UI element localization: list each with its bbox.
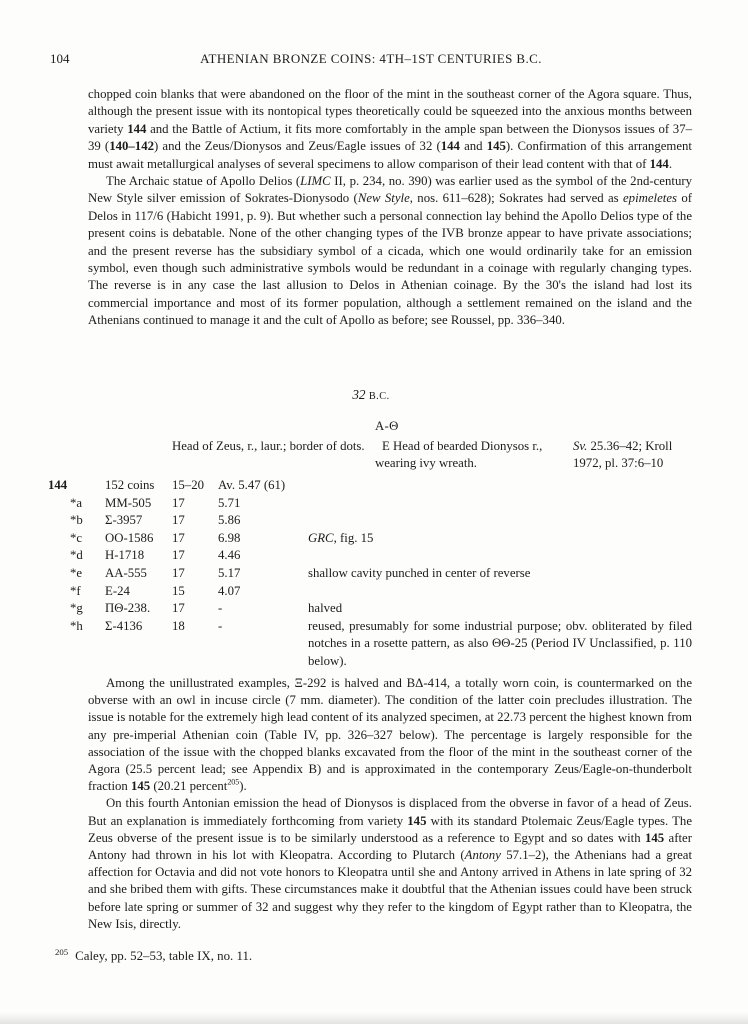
specimen-inventory: H-1718 [105, 548, 145, 563]
specimen-inventory: ΠΘ-238. [105, 601, 151, 616]
specimen-diameter: 17 [172, 530, 185, 545]
catalog-number [48, 512, 70, 530]
catalog-number: 144 [48, 478, 68, 492]
specimen-diameter: 17 [172, 513, 185, 528]
page-number: 104 [50, 51, 70, 66]
section-year: 32 [352, 387, 366, 402]
paragraph-unillustrated: Among the unillustrated examples, Ξ-292 is halved and ΒΔ-414, a totally worn coin, is countermarked on the obverse with an owl in incuse circle (7 mm. diameter). The condition of the latter coin precludes illustration. The issue is notable for the extremely high lead content of its analyzed specimen, at 22.73 percent the highest known from any pre-imperial Athenian coin (Table IV, pp. 326–327 below). The percentage is largely responsible for the association of the issue with the chopped blanks excavated from the floor of the mint in the southeast corner of the Agora (25.5 percent lead; see Appendix B) and is approximated in the contemporary Zeus/Eagle-on-thunderbolt fraction 145 (20.21 percent$^{205}$). [88, 676, 692, 794]
catalog-specimen-row [48, 530, 692, 548]
specimen-note [308, 495, 692, 513]
specimen-diameter: 18 [172, 618, 185, 633]
paragraph-antonian: On this fourth Antonian emission the head of Dionysos is displaced from the obverse in favor of a head of Zeus. But an explanation is immediately forthcoming from variety 145 with its standard Ptolemaic Zeus/Eagle types. The Zeus obverse of the present issue is to be similarly understood as a reference to Egypt and so dates with 145 after Antony had thrown in his lot with Kleopatra. According to Plutarch (Antony 57.1–2), the Athenians had a great affection for Octavia and did not vote honors to Kleopatra until she and Antony arrived in Athens in late spring of 32 and she bribed them with gifts. These circumstances make it doubtful that the Athenian issues could have been struck before late spring or summer of 32 and suggest why they refer to the kingdom of Egypt rather than to Kleopatra, the New Isis, directly. [88, 796, 692, 931]
coin-reverse-description: E Head of bearded Dionysos r., wearing ivy wreath. [375, 439, 543, 470]
specimen-inventory: Σ-3957 [105, 513, 143, 528]
specimen-letter: *h [70, 618, 83, 633]
coin-references: Sv. 25.36–42; Kroll 1972, pl. 37:6–10 [573, 439, 673, 470]
catalog-number [48, 495, 70, 513]
footnote-marker: 205 [55, 946, 69, 957]
specimen-weight: 5.71 [218, 495, 241, 510]
average-weight: Av. 5.47 (61) [218, 478, 286, 492]
specimen-inventory: Σ-4136 [105, 618, 143, 633]
specimen-weight: 4.46 [218, 548, 241, 563]
specimen-weight: - [218, 618, 223, 633]
specimen-inventory: E-24 [105, 583, 130, 598]
catalog-number [48, 618, 70, 671]
specimen-letter: *f [70, 583, 81, 598]
specimen-diameter: 17 [172, 495, 185, 510]
catalog-specimen-row [48, 600, 692, 618]
specimen-inventory: AA-555 [105, 565, 147, 580]
catalog-number [48, 565, 70, 583]
catalog-specimen-row [48, 565, 692, 583]
specimen-letter: *b [70, 513, 83, 528]
scan-edge-shadow [0, 1012, 748, 1024]
specimen-note [308, 583, 692, 601]
catalog-specimen-row [48, 547, 692, 565]
footnote [55, 946, 655, 964]
running-title: ATHENIAN BRONZE COINS: 4TH–1ST CENTURIES B.C. [200, 51, 542, 66]
specimen-letter: *c [70, 530, 83, 545]
catalog-specimen-row [48, 512, 692, 530]
catalog-number [48, 547, 70, 565]
coin-obverse-description: Head of Zeus, r., laur.; border of dots. [172, 439, 365, 453]
paragraph-continuation: chopped coin blanks that were abandoned on the floor of the mint in the southeast corner of the Agora square. Thus, although the present issue with its nontopical types theoretically could be squeezed into the anxious months between variety 144 and the Battle of Actium, it fits more comfortably in the ample span between the Dionysos issues of 37–39 (140–142) and the Zeus/Dionysos and Zeus/Eagle issues of 32 (144 and 145). Confirmation of this arrangement must await metallurgical analyses of several specimens to allow comparison of their lead content with that of 144. [88, 87, 692, 171]
specimen-note [308, 547, 692, 565]
catalog-number [48, 530, 70, 548]
specimen-weight: 5.86 [218, 513, 241, 528]
specimen-diameter: 17 [172, 565, 185, 580]
specimen-letter: *a [70, 495, 83, 510]
coin-ethnic-legend: A-Θ [375, 419, 399, 433]
specimen-diameter: 15 [172, 583, 185, 598]
specimen-letter: *e [70, 565, 83, 580]
catalog-number [48, 600, 70, 618]
specimen-weight: - [218, 601, 223, 616]
paragraph-apollo-delios: The Archaic statue of Apollo Delios (LIMC II, p. 234, no. 390) was earlier used as the symbol of the 2nd-century New Style silver emission of Sokrates-Dionysodo (New Style, nos. 611–628); Sokrates had served as epimeletes of Delos in 117/6 (Habicht 1991, p. 9). But whether such a personal connection lay behind the Apollo Delios type of the present coins is debatable. None of the other changing types of the IVB bronze appear to have private associations; and the present reverse has the subsidiary symbol of a cicada, which one would ordinarily take for an emission symbol, even though such administrative symbols would be redundant in a coinage with regularly changing types. The reverse is in any case the last allusion to Delos in Athenian coinage. By the 30's the island had lost its commercial importance and most of its former population, although a settlement remained on the island and the Athenians continued to manage it and the cult of Apollo as before; see Roussel, pp. 336–340. [88, 174, 693, 328]
specimen-note: GRC, fig. 15 [308, 530, 374, 545]
catalog-number [48, 583, 70, 601]
specimen-diameter: 17 [172, 548, 185, 563]
specimen-weight: 5.17 [218, 565, 241, 580]
section-era: B.C. [368, 391, 390, 402]
specimen-diameter: 17 [172, 601, 185, 616]
catalog-specimen-row [48, 618, 692, 671]
footnote-text: Caley, pp. 52–53, table IX, no. 11. [75, 949, 253, 963]
catalog-table [48, 477, 692, 671]
catalog-summary-row [48, 477, 692, 495]
specimen-inventory: MM-505 [105, 495, 152, 510]
running-head [50, 51, 692, 69]
specimen-note: shallow cavity punched in center of reverse [308, 565, 531, 580]
coin-reverse-block [375, 418, 571, 472]
upper-text-block [88, 86, 692, 330]
catalog-specimen-row [48, 495, 692, 513]
section-date-heading [50, 387, 692, 403]
specimen-note [308, 477, 692, 495]
specimen-note: halved [308, 601, 343, 616]
specimen-inventory: OO-1586 [105, 530, 154, 545]
specimen-count: 152 coins [105, 478, 155, 492]
specimen-weight: 6.98 [218, 530, 241, 545]
specimen-note: reused, presumably for some industrial purpose; obv. obliterated by filed notches in a rosette pattern, as also ΘΘ-25 (Period IV Unclassified, p. 110 below). [308, 618, 692, 668]
specimen-weight: 4.07 [218, 583, 241, 598]
specimen-note [308, 512, 692, 530]
catalog-specimen-row [48, 583, 692, 601]
diameter-range: 15–20 [172, 478, 204, 492]
lower-text-block [88, 675, 692, 933]
specimen-letter [70, 477, 105, 495]
specimen-letter: *d [70, 548, 83, 563]
specimen-letter: *g [70, 601, 83, 616]
